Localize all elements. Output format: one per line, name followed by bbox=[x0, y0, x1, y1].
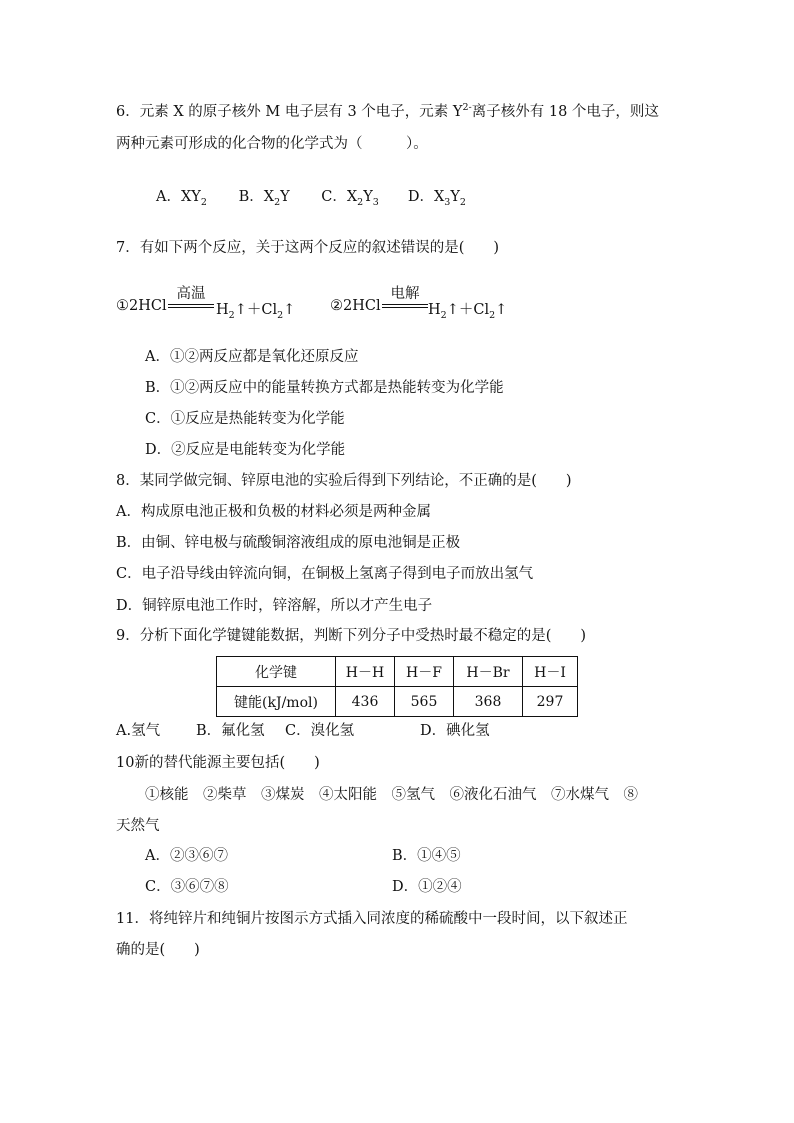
q6-options bbox=[156, 187, 466, 207]
q10-items-line1: ①核能 ②柴草 ③煤炭 ④太阳能 ⑤氢气 ⑥液化石油气 ⑦水煤气 ⑧ bbox=[145, 787, 638, 803]
q10-option-a: A．②③⑥⑦ bbox=[145, 848, 228, 864]
table-header-cell: H－H bbox=[336, 657, 395, 687]
q10-stem: 10新的替代能源主要包括( ) bbox=[116, 755, 320, 771]
q7-option-a: A．①②两反应都是氧化还原反应 bbox=[145, 349, 359, 365]
table-cell: 297 bbox=[523, 687, 578, 717]
reaction-2-condition: 电解 bbox=[382, 286, 428, 308]
q6-stem-line1: 6．元素 X 的原子核外 M 电子层有 3 个电子，元素 $Y^{2-}$离子核外有 18 个电子，则这 bbox=[116, 102, 659, 120]
q7-option-b: B．①②两反应中的能量转换方式都是热能转变为化学能 bbox=[145, 380, 504, 396]
table-header-row bbox=[217, 657, 578, 687]
q9-option-a: A.氢气 bbox=[116, 723, 161, 739]
q7-option-c: C．①反应是热能转变为化学能 bbox=[145, 411, 345, 427]
q6-option-c: C．$X_2Y_3$ bbox=[321, 189, 379, 208]
q7-option-d: D．②反应是电能转变为化学能 bbox=[145, 442, 346, 458]
q10-items-line2: 天然气 bbox=[116, 818, 160, 834]
q8-stem: 8．某同学做完铜、锌原电池的实验后得到下列结论，不正确的是( ) bbox=[116, 473, 572, 489]
q10-option-d: D．①②④ bbox=[392, 879, 462, 895]
table-header-cell: H－Br bbox=[454, 657, 523, 687]
reaction-2-reactant: ②2HCl bbox=[330, 298, 381, 314]
table-cell: 键能(kJ/mol) bbox=[217, 687, 336, 717]
q6-option-d: D．$X_3Y_2$ bbox=[407, 189, 466, 208]
reaction-2 bbox=[330, 286, 530, 326]
equals-sign bbox=[382, 304, 428, 308]
q8-option-c: C．电子沿导线由锌流向铜，在铜极上氢离子得到电子而放出氢气 bbox=[116, 566, 534, 582]
reaction-1-condition: 高温 bbox=[168, 286, 214, 308]
q9-option-b: B．氟化氢 bbox=[196, 723, 265, 739]
q8-option-d: D．铜锌原电池工作时，锌溶解，所以才产生电子 bbox=[116, 598, 433, 614]
table-header-cell: H－F bbox=[395, 657, 454, 687]
q11-stem-line2: 确的是( ) bbox=[116, 942, 200, 958]
table-header-cell: 化学键 bbox=[217, 657, 336, 687]
q8-option-b: B．由铜、锌电极与硫酸铜溶液组成的原电池铜是正极 bbox=[116, 535, 461, 551]
reaction-1-products: $H_2↑+Cl_2↑$ bbox=[216, 302, 296, 321]
table-row bbox=[217, 687, 578, 717]
equals-sign bbox=[168, 304, 214, 308]
q9-option-c: C．溴化氢 bbox=[285, 723, 355, 739]
reaction-1-reactant: ①2HCl bbox=[116, 298, 167, 314]
reaction-2-products: $H_2↑+Cl_2↑$ bbox=[428, 302, 508, 321]
q10-option-c: C．③⑥⑦⑧ bbox=[145, 879, 229, 895]
table-header-cell: H－I bbox=[523, 657, 578, 687]
table-cell: 436 bbox=[336, 687, 395, 717]
y-ion-charge: 2- bbox=[462, 102, 472, 114]
q6-option-a: A．$XY_2$ bbox=[156, 189, 207, 208]
reaction-1 bbox=[116, 286, 316, 326]
q7-stem: 7．有如下两个反应，关于这两个反应的叙述错误的是( ) bbox=[116, 240, 500, 256]
table-cell: 565 bbox=[395, 687, 454, 717]
q9-option-d: D．碘化氢 bbox=[420, 723, 490, 739]
q10-option-b: B．①④⑤ bbox=[392, 848, 461, 864]
table-cell: 368 bbox=[454, 687, 523, 717]
q9-stem: 9．分析下面化学键键能数据，判断下列分子中受热时最不稳定的是( ) bbox=[116, 628, 587, 644]
q6-stem-line2: 两种元素可形成的化合物的化学式为（ ）。 bbox=[116, 136, 428, 152]
q11-stem-line1: 11．将纯锌片和纯铜片按图示方式插入同浓度的稀硫酸中一段时间，以下叙述正 bbox=[116, 911, 628, 927]
bond-energy-table bbox=[216, 656, 578, 717]
q6-option-b: B．$X_2Y$ bbox=[238, 189, 290, 208]
q8-option-a: A．构成原电池正极和负极的材料必须是两种金属 bbox=[116, 504, 431, 520]
